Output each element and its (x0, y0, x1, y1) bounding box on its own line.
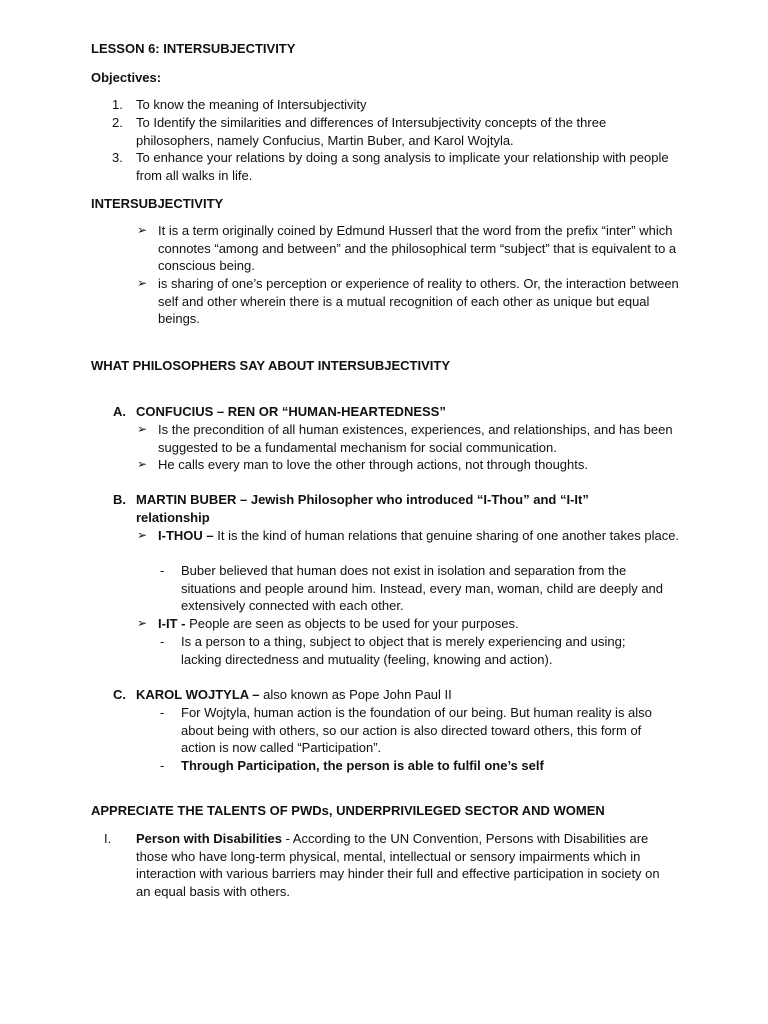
sub-bullet-text: Through Participation, the person is able to fulfil one’s self (181, 758, 544, 773)
pwd-term: Person with Disabilities (136, 831, 282, 846)
arrow-bullet-icon: ➢ (137, 422, 148, 436)
sub-bullet-text: Is a person to a thing, subject to object that is merely experiencing and using; lacking directedness and mutuality (feeling, knowing and action). (181, 634, 626, 667)
wojtyla-title-line (136, 686, 452, 704)
pwd-text (136, 830, 666, 900)
section-letter: C. (113, 687, 126, 702)
list-number: 1. (112, 97, 123, 112)
dash-bullet: - (160, 758, 165, 773)
i-it-text: People are seen as objects to be used for your purposes. (189, 616, 519, 631)
bullet-text (158, 615, 683, 633)
wojtyla-title: KAROL WOJTYLA – (136, 687, 260, 702)
bullet-text (158, 527, 683, 545)
philosophers-heading: WHAT PHILOSOPHERS SAY ABOUT INTERSUBJECTIVITY (91, 358, 450, 373)
i-thou-term: I-THOU – (158, 528, 214, 543)
dash-bullet: - (160, 705, 165, 720)
arrow-bullet-icon: ➢ (137, 276, 148, 290)
lesson-title: LESSON 6: INTERSUBJECTIVITY (91, 41, 296, 56)
dash-bullet: - (160, 563, 165, 578)
list-number: 2. (112, 115, 123, 130)
pwd-definition: - According to the UN Convention, Persons with Disabilities are those who have long-term physical, mental, intellectual or sensory impairments which in interaction with various barriers may hinder their full and effective participation in society on an equal basis with others. (136, 831, 660, 899)
i-thou-text: It is the kind of human relations that genuine sharing of one another takes place. (217, 528, 680, 543)
arrow-bullet-icon: ➢ (137, 616, 148, 630)
list-text: To Identify the similarities and differences of Intersubjectivity concepts of the three philosophers, namely Confucius, Martin Buber, and Karol Wojtyla. (136, 115, 607, 148)
dash-bullet: - (160, 634, 165, 649)
confucius-title: CONFUCIUS – REN OR “HUMAN-HEARTEDNESS” (136, 404, 446, 419)
list-number: 3. (112, 150, 123, 165)
arrow-bullet-icon: ➢ (137, 457, 148, 471)
intersubjectivity-heading: INTERSUBJECTIVITY (91, 196, 224, 211)
section-letter: B. (113, 492, 126, 507)
arrow-bullet-icon: ➢ (137, 528, 148, 542)
sub-bullet-text: For Wojtyla, human action is the foundation of our being. But human reality is also about being with others, so our action is also directed toward others, this form of action is now called “Participation”. (181, 705, 652, 755)
roman-numeral: I. (104, 831, 112, 846)
arrow-bullet-icon: ➢ (137, 223, 148, 237)
i-it-term: I-IT - (158, 616, 186, 631)
section-letter: A. (113, 404, 126, 419)
bullet-text: Is the precondition of all human existences, experiences, and relationships, and has been suggested to be a fundamental mechanism for social communication. (158, 422, 673, 455)
buber-title: MARTIN BUBER – Jewish Philosopher who introduced “I-Thou” and “I-It” relationship (136, 492, 589, 525)
list-text: To enhance your relations by doing a song analysis to implicate your relationship with people from all walks in life. (136, 150, 669, 183)
list-text: To know the meaning of Intersubjectivity (136, 97, 367, 112)
bullet-text: He calls every man to love the other through actions, not through thoughts. (158, 457, 588, 472)
bullet-text: It is a term originally coined by Edmund Husserl that the word from the prefix “inter” which connotes “among and between” and the philosophical term “subject” that is equivalent to a conscious being. (158, 223, 677, 273)
wojtyla-title-rest: also known as Pope John Paul II (263, 687, 452, 702)
objectives-heading: Objectives: (91, 70, 162, 85)
sub-bullet-text: Buber believed that human does not exist in isolation and separation from the situations and people around him. Instead, every man, woman, child are deeply and extensively connected with each other. (181, 563, 664, 613)
appreciate-heading: APPRECIATE THE TALENTS OF PWDs, UNDERPRIVILEGED SECTOR AND WOMEN (91, 803, 605, 818)
bullet-text: is sharing of one’s perception or experience of reality to others. Or, the interaction between self and other wherein there is a mutual recognition of each other as unique but equal beings. (158, 276, 679, 326)
